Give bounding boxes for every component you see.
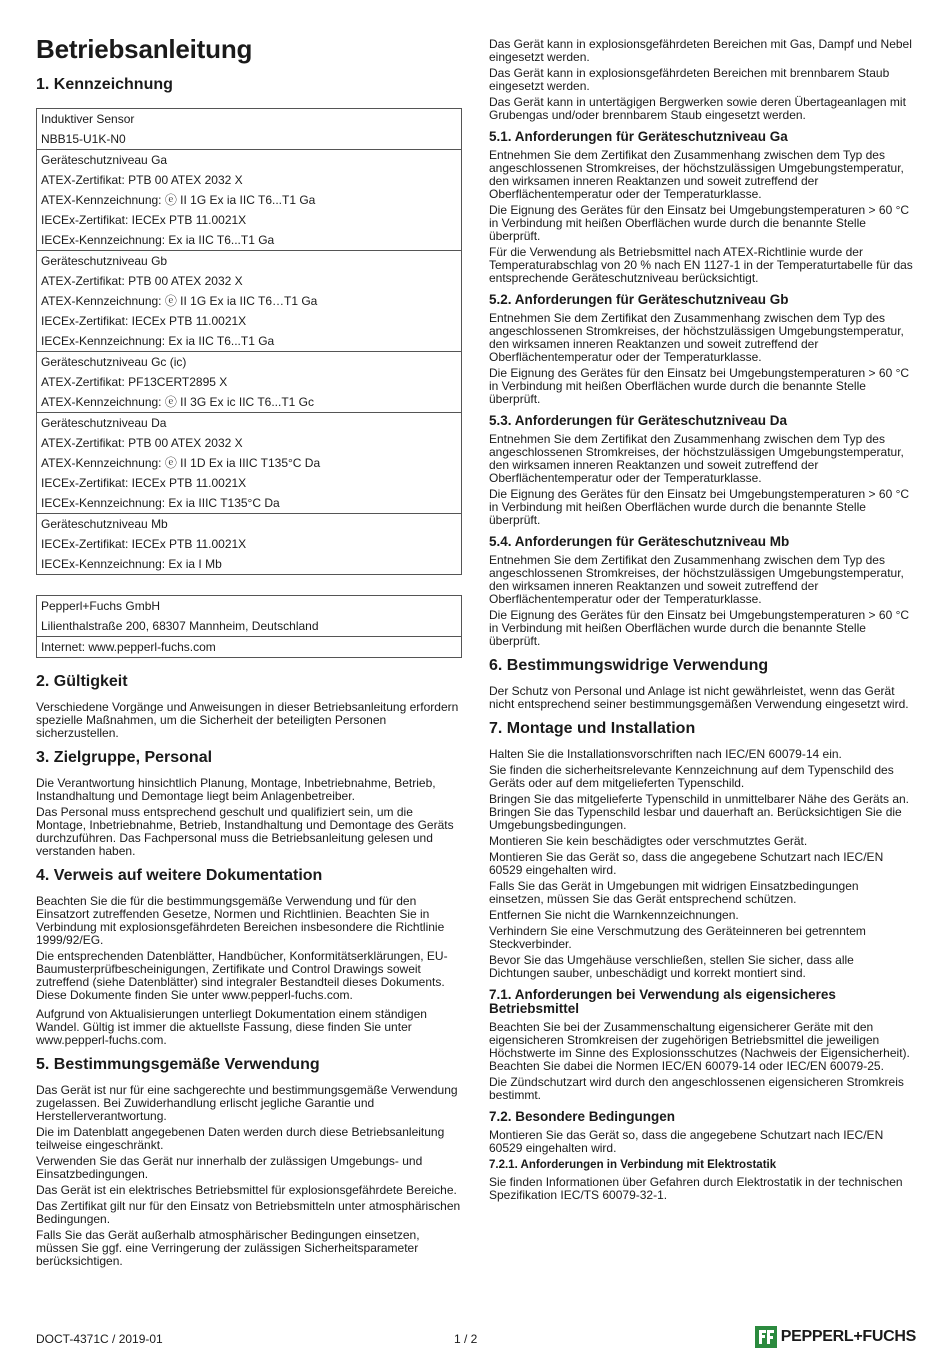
right-column (489, 38, 914, 1205)
paragraph: Verhindern Sie eine Verschmutzung des Geräteinneren bei getrenntem Steckverbinder. (489, 924, 866, 951)
kz-row: ATEX-Kennzeichnung: ⓔ II 1G Ex ia IIC T6…T1 Ga (41, 294, 318, 308)
paragraph: Entnehmen Sie dem Zertifikat den Zusammenhang zwischen dem Typ des angeschlossenen Stromkreises, der höchstzulässigen Umgebungstemperatur, den wirksamen inneren Reaktanzen und soweit zutreffend der Oberflächentemperatur oder der Temperaturklasse. (489, 311, 904, 364)
kz-group-gc (37, 352, 461, 413)
paragraph: Das Personal muss entsprechend geschult und qualifiziert sein, um die Montage, Inbetriebnahme, Betrieb, Instandhaltung und Demontage des Geräts durchzuführen. Das Fachpersonal muss die Betriebsanleitung gelesen und verstanden haben. (36, 805, 454, 858)
heading-montage: 7. Montage und Installation (489, 720, 696, 737)
paragraph: Die Eignung des Gerätes für den Einsatz bei Umgebungstemperaturen > 60 °C in Verbindung mit heißen Oberflächen wurde durch die benannte Stelle überprüft. (489, 366, 910, 406)
kz-row: IECEx-Zertifikat: IECEx PTB 11.0021X (41, 213, 247, 227)
paragraph: Die Eignung des Gerätes für den Einsatz bei Umgebungstemperaturen > 60 °C in Verbindung mit heißen Oberflächen wurde durch die benannte Stelle überprüft. (489, 487, 910, 527)
page-footer (36, 1330, 916, 1352)
kz-row: IECEx-Zertifikat: IECEx PTB 11.0021X (41, 537, 247, 551)
kz-row: Geräteschutzniveau Mb (41, 517, 168, 531)
document-title: Betriebsanleitung (36, 34, 253, 64)
kz-row: IECEx-Kennzeichnung: Ex ia IIC T6...T1 Ga (41, 334, 275, 348)
heading-7-2-1: 7.2.1. Anforderungen in Verbindung mit Elektrostatik (489, 1159, 777, 1171)
paragraph: Das Gerät ist nur für eine sachgerechte und bestimmungsgemäße Verwendung zugelassen. Bei Zuwiderhandlung erlischt jegliche Garantie und Herstellerverantwortung. (36, 1083, 458, 1123)
paragraph: Die Zündschutzart wird durch den angeschlossenen eigensicheren Stromkreis bestimmt. (489, 1075, 904, 1102)
heading-zielgruppe: 3. Zielgruppe, Personal (36, 749, 213, 766)
paragraph: Entnehmen Sie dem Zertifikat den Zusammenhang zwischen dem Typ des angeschlossenen Stromkreises, der höchstzulässigen Umgebungstemperatur, den wirksamen inneren Reaktanzen und soweit zutreffend der Oberflächentemperatur oder der Temperaturklasse. (489, 148, 904, 201)
paragraph: Verwenden Sie das Gerät nur innerhalb der zulässigen Umgebungs- und Einsatzbedingungen. (36, 1154, 423, 1181)
paragraph: Das Gerät ist ein elektrisches Betriebsmittel für explosionsgefährdete Bereiche. (36, 1183, 457, 1197)
paragraph: Für die Verwendung als Betriebsmittel nach ATEX-Richtlinie wurde der Temperaturabschlag von 20 % nach EN 1127-1 in der Temperaturtabelle für das entsprechende Geräteschutzniveau berücksichtigt. (489, 245, 913, 285)
kz-row: ATEX-Zertifikat: PTB 00 ATEX 2032 X (41, 436, 243, 450)
kz-group-da (37, 413, 461, 514)
paragraph: Montieren Sie kein beschädigtes oder verschmutztes Gerät. (489, 834, 808, 848)
kz-row: ATEX-Zertifikat: PTB 00 ATEX 2032 X (41, 274, 243, 288)
paragraph: Falls Sie das Gerät außerhalb atmosphärischer Bedingungen einsetzen, müssen Sie ggf. eine Verringerung der zulässigen Sicherheitsparameter berücksichtigen. (36, 1228, 420, 1268)
paragraph: Sie finden die sicherheitsrelevante Kennzeichnung auf dem Typenschild des Geräts oder auf dem mitgelieferten Typenschild. (489, 763, 894, 790)
brand-logo (755, 1326, 916, 1348)
address-table (36, 595, 462, 658)
heading-gueltigkeit: 2. Gültigkeit (36, 673, 128, 690)
heading-verwendung: 5. Bestimmungsgemäße Verwendung (36, 1056, 320, 1073)
kz-row: ATEX-Zertifikat: PF13CERT2895 X (41, 375, 228, 389)
kz-row: ATEX-Zertifikat: PTB 00 ATEX 2032 X (41, 173, 243, 187)
paragraph: Falls Sie das Gerät in Umgebungen mit widrigen Einsatzbedingungen einsetzen, müssen Sie das Gerät entsprechend schützen. (489, 879, 859, 906)
kennzeichnung-table (36, 108, 462, 575)
kz-row: IECEx-Zertifikat: IECEx PTB 11.0021X (41, 476, 247, 490)
paragraph: Montieren Sie das Gerät so, dass die angegebene Schutzart nach IEC/EN 60529 eingehalten wird. (489, 850, 884, 877)
paragraph: Das Gerät kann in explosionsgefährdeten Bereichen mit brennbarem Staub eingesetzt werden. (489, 66, 890, 93)
company-internet: Internet: www.pepperl-fuchs.com (37, 636, 461, 657)
paragraph: Verschiedene Vorgänge und Anweisungen in dieser Betriebsanleitung erfordern spezielle Maßnahmen, um die Sicherheit der beteiligten Personen sicherzustellen. (36, 700, 459, 740)
kz-group-sensor (37, 109, 461, 150)
kz-group-gb (37, 251, 461, 352)
paragraph: Die Verantwortung hinsichtlich Planung, Montage, Inbetriebnahme, Betrieb, Instandhaltung und Demontage liegt beim Anlagenbetreiber. (36, 776, 436, 803)
document-number: DOCT-4371C / 2019-01 (36, 1332, 163, 1346)
paragraph: Beachten Sie bei der Zusammenschaltung eigensicherer Geräte mit den eigensicheren Stromkreisen der zugehörigen Betriebsmittel die jeweiligen Höchstwerte im Sinne des Explosionsschutzes (Nachweis der Eigensicherheit). Beachten Sie dabei die Normen IEC/EN 60079-14 oder IEC/EN 60079-25. (489, 1020, 910, 1073)
heading-kennzeichnung: 1. Kennzeichnung (36, 76, 173, 93)
heading-5-3: 5.3. Anforderungen für Geräteschutzniveau Da (489, 413, 788, 428)
heading-dokumentation: 4. Verweis auf weitere Dokumentation (36, 867, 323, 884)
paragraph: Die entsprechenden Datenblätter, Handbücher, Konformitätserklärungen, EU-Baumusterprüfbescheinigungen, Zertifikate und Control Drawings soweit zutreffend (siehe Datenblätter) sind integraler Bestandteil dieses Dokuments. Diese Dokumente finden Sie unter www.pepperl-fuchs.com. (36, 949, 448, 1002)
pepperl-fuchs-logo-icon (755, 1326, 777, 1348)
paragraph: Halten Sie die Installationsvorschriften nach IEC/EN 60079-14 ein. (489, 747, 842, 761)
paragraph: Das Gerät kann in explosionsgefährdeten Bereichen mit Gas, Dampf und Nebel eingesetzt werden. (489, 37, 912, 64)
kz-row: IECEx-Kennzeichnung: Ex ia I Mb (41, 557, 222, 571)
heading-7-1: 7.1. Anforderungen bei Verwendung als eigensicheres Betriebsmittel (489, 987, 836, 1016)
paragraph: Entfernen Sie nicht die Warnkennzeichnungen. (489, 908, 739, 922)
paragraph: Aufgrund von Aktualisierungen unterliegt Dokumentation einem ständigen Wandel. Gültig ist immer die aktuellste Fassung, diese finden Sie unter www.pepperl-fuchs.com. (36, 1007, 427, 1047)
page-number: 1 / 2 (454, 1332, 478, 1346)
left-column (36, 34, 462, 1271)
kz-group-mb (37, 514, 461, 574)
kz-row: Geräteschutzniveau Da (41, 416, 167, 430)
kz-row: Geräteschutzniveau Gb (41, 254, 168, 268)
kz-row: Geräteschutzniveau Gc (ic) (41, 355, 187, 369)
kz-row: ATEX-Kennzeichnung: ⓔ II 1G Ex ia IIC T6...T1 Ga (41, 193, 316, 207)
paragraph: Montieren Sie das Gerät so, dass die angegebene Schutzart nach IEC/EN 60529 eingehalten wird. (489, 1128, 884, 1155)
heading-5-1: 5.1. Anforderungen für Geräteschutzniveau Ga (489, 129, 788, 144)
paragraph: Der Schutz von Personal und Anlage ist nicht gewährleistet, wenn das Gerät nicht entsprechend seiner bestimmungsgemäßen Verwendung eingesetzt wird. (489, 684, 909, 711)
kz-row: Geräteschutzniveau Ga (41, 153, 168, 167)
kz-row: IECEx-Kennzeichnung: Ex ia IIIC T135°C Da (41, 496, 280, 510)
kz-row: IECEx-Kennzeichnung: Ex ia IIC T6...T1 Ga (41, 233, 275, 247)
company-street: Lilienthalstraße 200, 68307 Mannheim, Deutschland (41, 619, 319, 633)
kz-row: IECEx-Zertifikat: IECEx PTB 11.0021X (41, 314, 247, 328)
heading-7-2: 7.2. Besondere Bedingungen (489, 1109, 676, 1124)
heading-5-2: 5.2. Anforderungen für Geräteschutzniveau Gb (489, 292, 789, 307)
paragraph: Das Gerät kann in untertägigen Bergwerken sowie deren Übertageanlagen mit Grubengas und/oder brennbarem Staub eingesetzt werden. (489, 95, 906, 122)
heading-bestimmungswidrig: 6. Bestimmungswidrige Verwendung (489, 657, 769, 674)
kz-group-ga (37, 150, 461, 251)
paragraph: Entnehmen Sie dem Zertifikat den Zusammenhang zwischen dem Typ des angeschlossenen Stromkreises, der höchstzulässigen Umgebungstemperatur, den wirksamen inneren Reaktanzen und soweit zutreffend der Oberflächentemperatur oder der Temperaturklasse. (489, 432, 904, 485)
paragraph: Die Eignung des Gerätes für den Einsatz bei Umgebungstemperaturen > 60 °C in Verbindung mit heißen Oberflächen wurde durch die benannte Stelle überprüft. (489, 608, 910, 648)
paragraph: Die im Datenblatt angegebenen Daten werden durch diese Betriebsanleitung teilweise eingeschränkt. (36, 1125, 445, 1152)
paragraph: Entnehmen Sie dem Zertifikat den Zusammenhang zwischen dem Typ des angeschlossenen Stromkreises, der höchstzulässigen Umgebungstemperatur, den wirksamen inneren Reaktanzen und soweit zutreffend der Oberflächentemperatur oder der Temperaturklasse. (489, 553, 904, 606)
kz-row: Induktiver Sensor (41, 112, 135, 126)
paragraph: Sie finden Informationen über Gefahren durch Elektrostatik in der technischen Spezifikation IEC/TS 60079-32-1. (489, 1175, 903, 1202)
company-name: Pepperl+Fuchs GmbH (41, 599, 161, 613)
paragraph: Bringen Sie das mitgelieferte Typenschild in unmittelbarer Nähe des Geräts an. Bringen Sie das Typenschild lesbar und dauerhaft an. Berücksichtigen Sie die Umgebungsbedingungen. (489, 792, 910, 832)
brand-name: PEPPERL+FUCHS (780, 1328, 916, 1345)
kz-row: ATEX-Kennzeichnung: ⓔ II 1D Ex ia IIIC T135°C Da (41, 456, 321, 470)
paragraph: Bevor Sie das Umgehäuse verschließen, stellen Sie sicher, dass alle Dichtungen sauber, unbeschädigt und korrekt montiert sind. (489, 953, 854, 980)
kz-row: NBB15-U1K-N0 (41, 132, 126, 146)
paragraph: Die Eignung des Gerätes für den Einsatz bei Umgebungstemperaturen > 60 °C in Verbindung mit heißen Oberflächen wurde durch die benannte Stelle überprüft. (489, 203, 910, 243)
paragraph: Beachten Sie die für die bestimmungsgemäße Verwendung und für den Einsatzort zutreffenden Gesetze, Normen und Richtlinien. Beachten Sie in Verbindung mit explosionsgefährdeten Bereichen insbesondere die Richtlinie 1999/92/EG. (36, 894, 445, 947)
heading-5-4: 5.4. Anforderungen für Geräteschutzniveau Mb (489, 534, 790, 549)
kz-row: ATEX-Kennzeichnung: ⓔ II 3G Ex ic IIC T6...T1 Gc (41, 395, 314, 409)
paragraph: Das Zertifikat gilt nur für den Einsatz von Betriebsmitteln unter atmosphärischen Bedingungen. (36, 1199, 461, 1226)
